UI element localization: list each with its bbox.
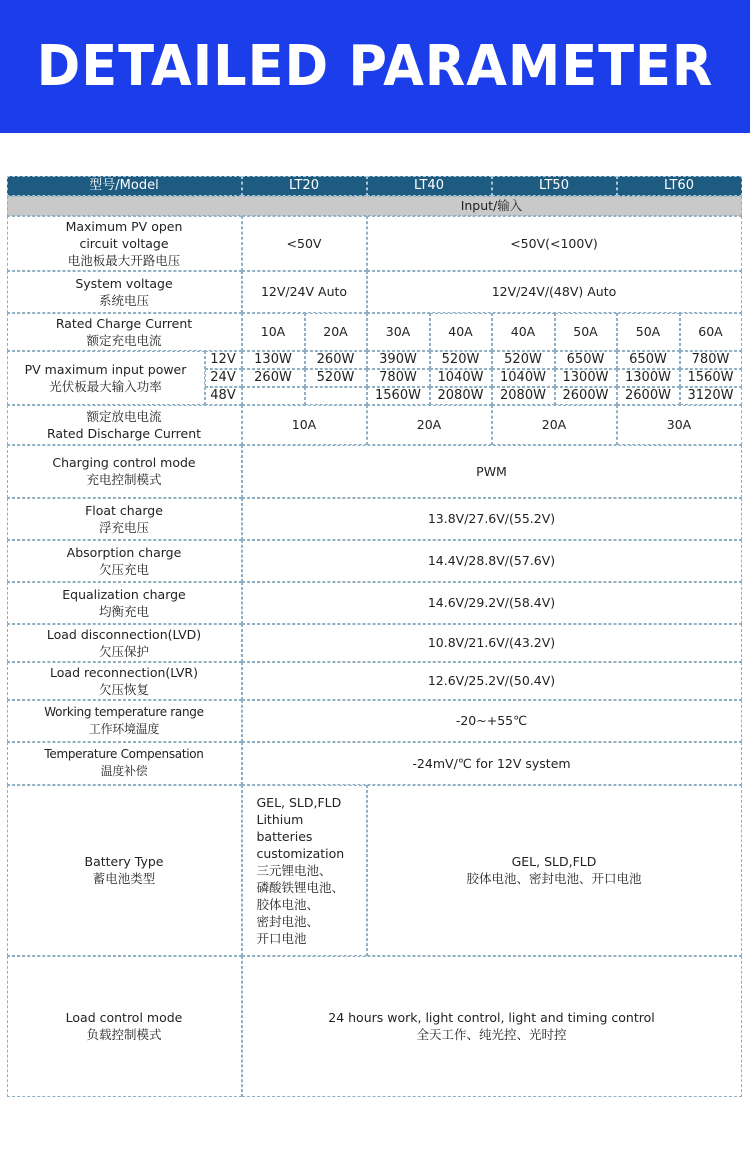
pv-power-value: [242, 387, 305, 405]
pv-power-value: 650W: [555, 351, 617, 369]
pv-power-value: 780W: [680, 351, 742, 369]
working-temp-label: Working temperature range 工作环境温度: [7, 700, 242, 742]
pv-power-value: 520W: [492, 351, 555, 369]
pv-open-voltage-label: Maximum PV open circuit voltage 电池板最大开路电压: [7, 216, 242, 271]
model-lt50: LT50: [492, 176, 617, 196]
pv-open-voltage-others: <50V(<100V): [367, 216, 742, 271]
input-label: Input/输入: [460, 198, 523, 213]
pv-power-value: 2600W: [555, 387, 617, 405]
temp-comp-value: -24mV/℃ for 12V system: [242, 742, 742, 785]
model-lt60: LT60: [617, 176, 742, 196]
charging-mode-value: PWM: [242, 445, 742, 498]
rated-charge-value: 10A: [242, 313, 305, 351]
pv-power-value: 1560W: [367, 387, 430, 405]
temp-comp-label: Temperature Compensation 温度补偿: [7, 742, 242, 785]
pv-power-value: 2600W: [617, 387, 680, 405]
pv-power-value: 390W: [367, 351, 430, 369]
system-voltage-others: 12V/24V/(48V) Auto: [367, 271, 742, 313]
load-control-label: Load control mode 负载控制模式: [7, 956, 242, 1097]
pv-power-value: 1560W: [680, 369, 742, 387]
lvr-label: Load reconnection(LVR) 欠压恢复: [7, 662, 242, 700]
rated-charge-value: 60A: [680, 313, 742, 351]
rated-charge-value: 20A: [305, 313, 367, 351]
banner-title: DETAILED PARAMETER: [36, 34, 714, 99]
load-control-value: 24 hours work, light control, light and timing control 全天工作、纯光控、光时控: [242, 956, 742, 1097]
model-lt20: LT20: [242, 176, 367, 196]
pv-open-voltage-lt20: <50V: [242, 216, 367, 271]
model-header: 型号/Model: [7, 176, 242, 196]
pv-power-value: 650W: [617, 351, 680, 369]
rated-discharge-value: 30A: [617, 405, 742, 445]
pv-power-voltage: 12V: [205, 351, 242, 369]
rated-charge-value: 50A: [617, 313, 680, 351]
rated-charge-value: 40A: [430, 313, 492, 351]
working-temp-value: -20~+55℃: [242, 700, 742, 742]
rated-discharge-value: 20A: [492, 405, 617, 445]
pv-power-value: 260W: [242, 369, 305, 387]
equalization-charge-label: Equalization charge 均衡充电: [7, 582, 242, 624]
rated-discharge-value: 10A: [242, 405, 367, 445]
pv-power-value: 1040W: [430, 369, 492, 387]
float-charge-value: 13.8V/27.6V/(55.2V): [242, 498, 742, 540]
pv-power-value: 130W: [242, 351, 305, 369]
pv-power-value: 3120W: [680, 387, 742, 405]
equalization-charge-value: 14.6V/29.2V/(58.4V): [242, 582, 742, 624]
system-voltage-lt20: 12V/24V Auto: [242, 271, 367, 313]
rated-discharge-value: 20A: [367, 405, 492, 445]
pv-power-voltage: 48V: [205, 387, 242, 405]
battery-type-others: GEL, SLD,FLD 胶体电池、密封电池、开口电池: [367, 785, 742, 956]
pv-power-value: 260W: [305, 351, 367, 369]
pv-power-value: 2080W: [430, 387, 492, 405]
pv-power-voltage: 24V: [205, 369, 242, 387]
float-charge-label: Float charge 浮充电压: [7, 498, 242, 540]
parameter-table: [7, 176, 742, 1097]
charging-mode-label: Charging control mode 充电控制模式: [7, 445, 242, 498]
pv-power-label: PV maximum input power 光伏板最大输入功率: [7, 351, 205, 405]
absorption-charge-label: Absorption charge 欠压充电: [7, 540, 242, 582]
lvd-label: Load disconnection(LVD) 欠压保护: [7, 624, 242, 662]
pv-power-value: 520W: [305, 369, 367, 387]
battery-type-label: Battery Type 蓄电池类型: [7, 785, 242, 956]
pv-power-value: 1300W: [555, 369, 617, 387]
pv-power-value: 520W: [430, 351, 492, 369]
rated-charge-value: 40A: [492, 313, 555, 351]
pv-power-value: 2080W: [492, 387, 555, 405]
battery-type-lt20: GEL, SLD,FLD Lithium batteries customization 三元锂电池、 磷酸铁锂电池、 胶体电池、 密封电池、 开口电池: [242, 785, 367, 956]
pv-power-value: 1300W: [617, 369, 680, 387]
rated-charge-value: 50A: [555, 313, 617, 351]
banner: [0, 0, 750, 133]
rated-discharge-label: 额定放电电流 Rated Discharge Current: [7, 405, 242, 445]
lvd-value: 10.8V/21.6V/(43.2V): [242, 624, 742, 662]
rated-charge-value: 30A: [367, 313, 430, 351]
pv-power-value: 1040W: [492, 369, 555, 387]
absorption-charge-value: 14.4V/28.8V/(57.6V): [242, 540, 742, 582]
pv-power-value: [305, 387, 367, 405]
system-voltage-label: System voltage 系统电压: [7, 271, 242, 313]
lvr-value: 12.6V/25.2V/(50.4V): [242, 662, 742, 700]
model-lt40: LT40: [367, 176, 492, 196]
pv-power-value: 780W: [367, 369, 430, 387]
rated-charge-label: Rated Charge Current 额定充电电流: [7, 313, 242, 351]
